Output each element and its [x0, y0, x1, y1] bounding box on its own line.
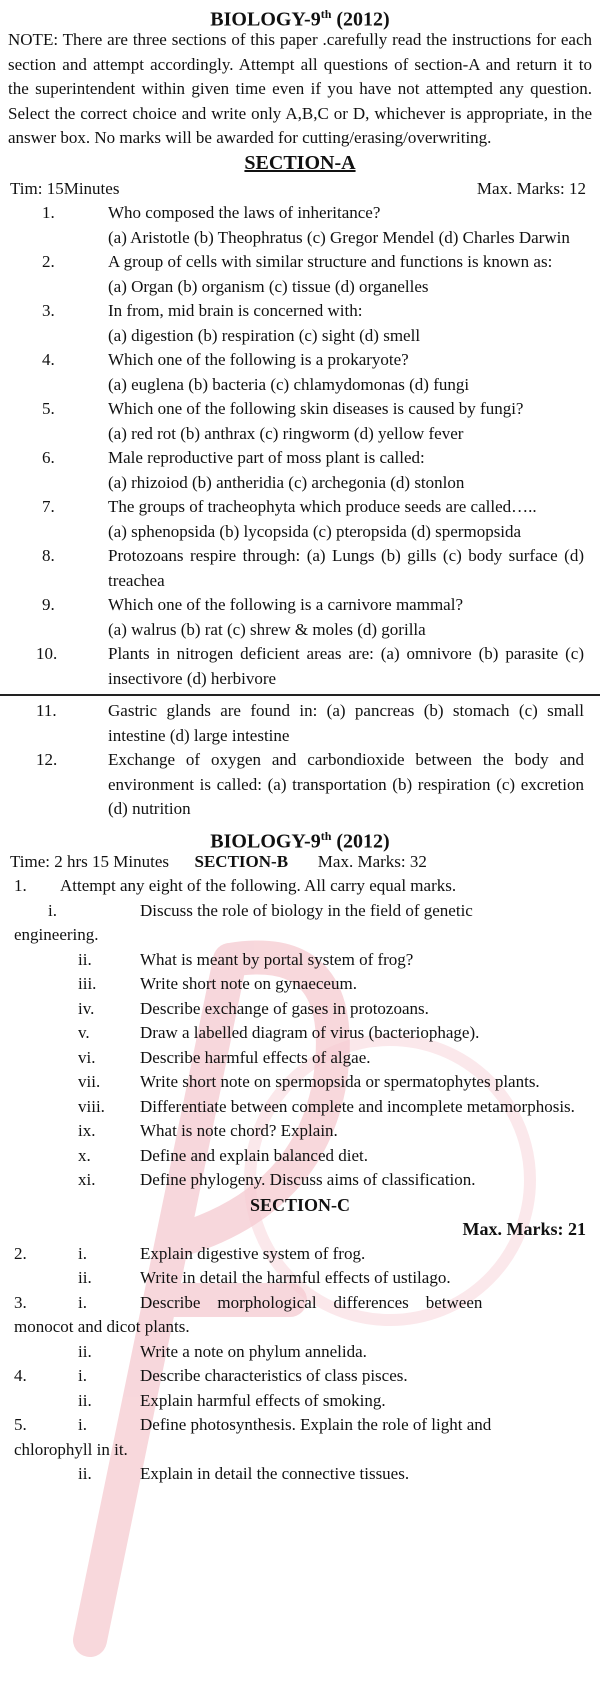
- list-item: ii. What is meant by portal system of frog?: [78, 949, 414, 969]
- exam-paper: BIOLOGY-9th (2012) NOTE: There are three sections of this paper .carefully read the instructions for each section and attempt accordingly. Attempt all questions of section-A and return it to the superintendent within given time even if you have not attempted any question. Select the correct choice and write only A,B,C or D, whichever is appropriate, in the answer box. No marks will be awarded for cutting/erasing/overwriting. SECTION-A Tim: 15Minutes Max. Marks: 12 1. Who composed the laws of inheritance? (a) Aristotle (b) Theophratus (c) Gregor Mendel (d) Charles Darwin 2. A group of cells with similar structure and functions is known as: (a) Organ (b) organism (c) tissue (d) organelles 3. In from, mid brain is concerned with: (a) digestion (b) respiration (c) sight (d) smell 4. Which one of the following is a prokaryote? (a) euglena (b) bacteria (c) chlamydomonas (d) fungi 5. Which one of the following skin diseases is caused by fungi? (a) red rot (b) anthrax (c) ringworm (d) yellow fever 6. Male reproductive part of moss plant is called: (a) rhizoiod (b) antheridia (c) archegonia (d) stonlon 7. The groups of tracheophyta which produce seeds are called….. (a) sphenopsida (b) lycopsida (c) pteropsida (d) spermopsida 8. Protozoans respire through: (a) Lungs (b) gills (c) body surface (d) treachea 9. Which one of the following is a carnivore mammal? (a) walrus (b) rat (c) shrew & moles (d) gorilla 10. Plants in nitrogen deficient areas are: (a) omnivore (b) parasite (c) insectivore (d) herbivore 11. Gastric glands are found in: (a) pancreas (b) stomach (c) small intestine (d) large intestine 12. Exchange of oxygen and carbondioxide between the body and environment is called: (a) transportation (b) respiration (c) excretion (d) nutrition BIOLOGY-9th (2012) Time: 2 hrs 15 Minutes SECTION-B Max. Marks: 32 1. Attempt any eight of the following. All carry equal marks. i. Discuss the role of biology in the field of genetic engineering. ii. What is meant by portal system of frog? iii. Write short note on gynaeceum. iv. Describe exchange of gases in protozoans. v. Draw a labelled diagram of virus (bacteriophage). vi. Describe harmful effects of algae. vii. Write short note on spermopsida or spermatophytes plants. viii. Differentiate between complete and incomplete metamorphosis. ix. What is note chord? Explain. x. Define and explain balanced diet. xi. Define phylogeny. Discuss aims of classification. SECTION-C Max. Marks: 21 2. i. Explain digestive system of frog. ii. Write in detail the harmful effects of ustilago. 3. i. Describe morphological differences between monocot and dicot plants. ii. Write a note on phylum annelida. 4. i. Describe characteristics of class pisces. ii. Explain harmful effects of smoking. 5. i. Define photosynthesis. Explain the role of light and chlorophyll in it. ii. Explain in detail the connective tissues.: [0, 0, 600, 1487]
- question: 1. Who composed the laws of inheritance? (a) Aristotle (b) Theophratus (c) Gregor Mendel (d) Charles Darwin: [42, 203, 570, 247]
- list-item: 4. i. Describe characteristics of class pisces.: [14, 1366, 408, 1385]
- question: 5. Which one of the following skin diseases is caused by fungi? (a) red rot (b) anthrax (c) ringworm (d) yellow fever: [42, 399, 524, 443]
- list-item: v. Draw a labelled diagram of virus (bacteriophage).: [78, 1023, 480, 1042]
- list-item: 5. i. Define photosynthesis. Explain the role of light and: [14, 1415, 492, 1434]
- section-b-meta: [0, 850, 600, 875]
- list-item: iv. Describe exchange of gases in protozoans.: [78, 998, 429, 1018]
- question: 6. Male reproductive part of moss plant is called: (a) rhizoiod (b) antheridia (c) archegonia (d) stonlon: [42, 448, 465, 492]
- section-b-heading: SECTION-B: [194, 851, 289, 871]
- question: 2. A group of cells with similar structure and functions is known as: (a) Organ (b) organism (c) tissue (d) organelles: [42, 252, 553, 296]
- divider: [0, 694, 600, 696]
- question: 7. The groups of tracheophyta which produce seeds are called….. (a) sphenopsida (b) lycopsida (c) pteropsida (d) spermopsida: [42, 497, 537, 541]
- question: 11. Gastric glands are found in: (a) pancreas (b) stomach (c) small intestine (d) large intestine: [36, 701, 584, 745]
- list-item: vi. Describe harmful effects of algae.: [78, 1047, 371, 1067]
- section-c-marks: Max. Marks: 21: [462, 1219, 586, 1239]
- section-a-meta: [0, 177, 600, 202]
- list-item: 2. i. Explain digestive system of frog.: [14, 1243, 366, 1263]
- question: 8. Protozoans respire through: (a) Lungs (b) gills (c) body surface (d) treachea: [42, 546, 584, 590]
- list-item: x. Define and explain balanced diet.: [78, 1145, 368, 1165]
- section-c-heading: SECTION-C: [249, 1194, 351, 1215]
- list-item: vii. Write short note on spermopsida or spermatophytes plants.: [78, 1072, 540, 1091]
- list-item: 3. i. Describe morphological differences between: [14, 1292, 483, 1312]
- list-item: ii. Write in detail the harmful effects of ustilago.: [78, 1268, 451, 1287]
- question: 3. In from, mid brain is concerned with: (a) digestion (b) respiration (c) sight (d) smell: [42, 301, 421, 345]
- list-item: ix. What is note chord? Explain.: [78, 1121, 338, 1140]
- list-item: ii. Explain in detail the connective tissues.: [78, 1464, 410, 1483]
- section-a-heading: SECTION-A: [244, 151, 356, 174]
- section-a-time: Tim: 15Minutes: [10, 178, 120, 198]
- list-item: viii. Differentiate between complete and incomplete metamorphosis.: [78, 1096, 575, 1116]
- paper-title: BIOLOGY-9th (2012): [210, 7, 390, 31]
- list-item: i. Discuss the role of biology in the field of genetic: [48, 900, 473, 920]
- instructions-note: NOTE: There are three sections of this paper .carefully read the instructions for each section and attempt accordingly. Attempt all questions of section-A and return it to the superintendent within given time even if you have not attempted any question. Select the correct choice and write only A,B,C or D, whichever is appropriate, in the answer box. No marks will be awarded for cutting/erasing/overwriting.: [8, 30, 592, 147]
- question: 9. Which one of the following is a carnivore mammal? (a) walrus (b) rat (c) shrew & moles (d) gorilla: [42, 595, 463, 639]
- list-item: xi. Define phylogeny. Discuss aims of classification.: [78, 1170, 476, 1189]
- list-item: ii. Explain harmful effects of smoking.: [78, 1390, 386, 1410]
- question: 10. Plants in nitrogen deficient areas are: (a) omnivore (b) parasite (c) insectivore (d) herbivore: [36, 644, 584, 688]
- question: 12. Exchange of oxygen and carbondioxide between the body and environment is called: (a) transportation (b) respiration (c) excretion (d) nutrition: [36, 750, 584, 818]
- list-item: ii. Write a note on phylum annelida.: [78, 1341, 367, 1361]
- section-b-marks: Max. Marks: 32: [317, 851, 427, 871]
- section-a-questions: [0, 201, 600, 822]
- section-b-instruction: 1. Attempt any eight of the following. All carry equal marks.: [14, 876, 457, 895]
- section-a-marks: Max. Marks: 12: [476, 178, 586, 198]
- section-b-title: BIOLOGY-9th (2012): [210, 828, 390, 853]
- question: 4. Which one of the following is a prokaryote? (a) euglena (b) bacteria (c) chlamydomonas (d) fungi: [42, 350, 470, 394]
- list-item: iii. Write short note on gynaeceum.: [78, 974, 357, 993]
- section-b-time: Time: 2 hrs 15 Minutes: [10, 851, 170, 871]
